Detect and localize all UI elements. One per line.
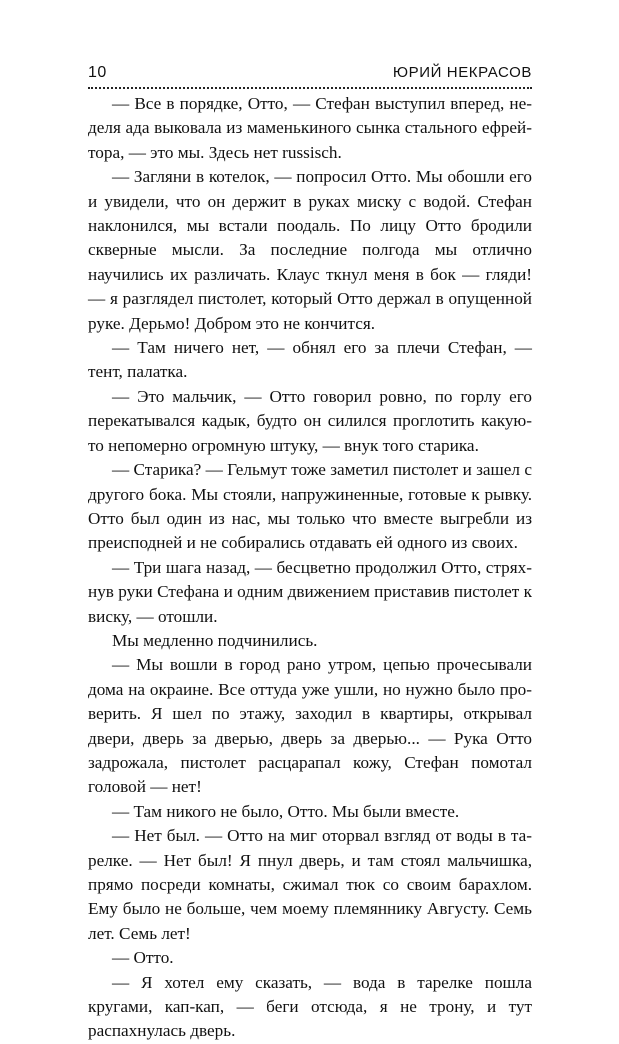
paragraph: — Это мальчик, — Отто говорил ровно, по горлу его перекатывался кадык, будто он силился проглотить какую-то непомерно огромную штуку, — внук того старика. [88, 386, 532, 455]
paragraph: — Три шага назад, — бесцветно продолжил Отто, стряхнув руки Стефана и одним движением приставив пистолет к виску, — отошли. [88, 557, 532, 626]
page-number: 10 [88, 64, 107, 81]
paragraph: — Загляни в котелок, — попросил Отто. Мы обошли его и увидели, что он держит в руках миску с водой. Стефан наклонился, мы встали поодаль. По лицу Отто бродили скверные мысли. За последние полгода мы отлично научились их различать. Клаус ткнул меня в бок — гляди! — я разглядел пистолет, который Отто держал в опущенной руке. Дерьмо! Добром это не кончится. [88, 167, 532, 333]
paragraph: — Отто. [112, 948, 174, 968]
paragraph: — Нет был. — Отто на миг оторвал взгляд от воды в тарелке. — Нет был! Я пнул дверь, и там стоял мальчишка, прямо посреди комнаты, сжимал тюк со своим барахлом. Ему было не больше, чем моему племяннику Августу. Семь лет. Семь лет! [88, 826, 532, 943]
body-text [88, 92, 532, 1044]
paragraph: — Там никого не было, Отто. Мы были вместе. [112, 801, 460, 821]
running-head [88, 58, 532, 88]
paragraph: — Я хотел ему сказать, — вода в тарелке пошла кругами, кап-кап, — беги отсюда, я не трону, и тут распахнулась дверь. [88, 972, 532, 1041]
running-title-author: ЮРИЙ НЕКРАСОВ [392, 64, 532, 81]
paragraph: — Там ничего нет, — обнял его за плечи Стефан, — тент, палатка. [88, 338, 532, 382]
paragraph: — Старика? — Гельмут тоже заметил пистолет и зашел с другого бока. Мы стояли, напружиненные, готовые к рывку. Отто был один из нас, мы только что вместе выгребли из преисподней и не собирались отдавать ей одного из своих. [88, 460, 532, 553]
paragraph: — Мы вошли в город рано утром, цепью прочесывали дома на окраине. Все оттуда уже ушли, но нужно было проверить. Я шел по этажу, заходил в квартиры, открывал двери, дверь за дверью, дверь за дверью... — Рука Отто задрожала, пистолет расцарапал кожу, Стефан помотал головой — нет! [88, 655, 532, 797]
paragraph: Мы медленно подчинились. [112, 630, 318, 650]
dotted-header-rule [88, 87, 532, 89]
paragraph: — Все в порядке, Отто, — Стефан выступил вперед, неделя ада выковала из маменькиного сынка стального ефрейтора, — это мы. Здесь нет russisch. [88, 94, 532, 162]
